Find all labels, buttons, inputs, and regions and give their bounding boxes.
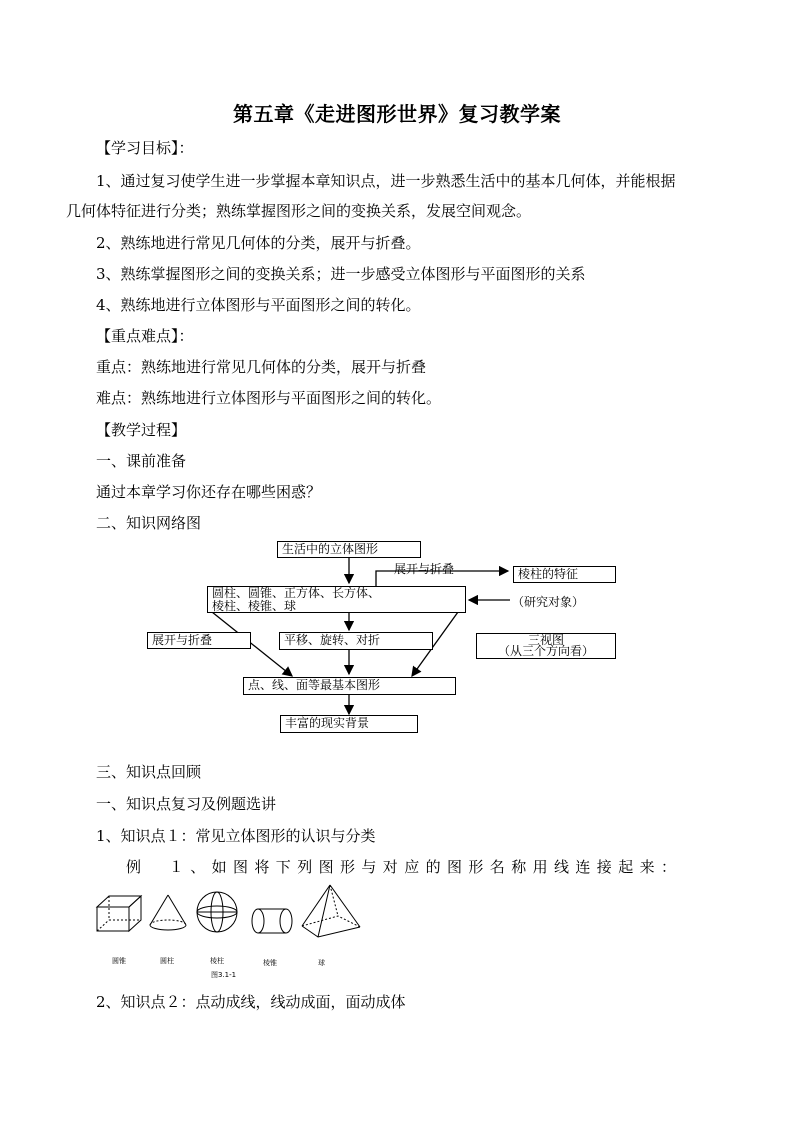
three-views-sub: （从三个方向看） [497,644,594,658]
figure-label-3: 棱柱 [210,957,224,965]
goal-4: 4、熟练地进行立体图形与平面图形之间的转化。 [96,296,421,314]
prep-heading: 一、课前准备 [96,452,187,470]
cone-shape [150,895,186,930]
review-heading: 三、知识点回顾 [96,763,202,781]
pyramid-shape [302,885,360,937]
box-life-solids: 生活中的立体图形 [277,541,421,558]
page-title: 第五章《走进图形世界》复习教学案 [233,102,561,126]
three-views-title: 三视图 [527,633,564,647]
example-1: 例 １、如图将下列图形与对应的图形名称用线连接起来： [126,858,683,876]
review-sub: 一、知识点复习及例题选讲 [96,795,277,813]
box-unfold-left: 展开与折叠 [147,632,251,649]
prep-question: 通过本章学习你还存在哪些困惑？ [96,483,322,501]
process-heading: 【教学过程】 [96,421,187,439]
box-prism-feature: 棱柱的特征 [513,566,616,583]
label-unfold-top: 展开与折叠 [394,562,455,576]
figure-label-4: 棱锥 [263,959,277,967]
key-point: 重点：熟练地进行常见几何体的分类，展开与折叠 [96,358,427,376]
goal-3: 3、熟练掌握图形之间的变换关系；进一步感受立体图形与平面图形的关系 [96,265,586,283]
figure-label-1: 圆锥 [112,957,126,965]
kp2: 2、知识点２：点动成线，线动成面，面动成体 [96,993,406,1011]
prism-shape [97,896,141,931]
key-heading: 【重点难点】： [96,327,194,345]
box-real-background: 丰富的现实背景 [280,715,418,733]
figure-label-5: 球 [318,959,325,967]
kp1: 1、知识点１：常见立体图形的认识与分类 [96,827,376,845]
sphere-shape [197,892,237,932]
label-research-object: （研究对象） [512,595,585,609]
box-basic-shapes: 点、线、面等最基本图形 [243,677,456,695]
network-heading: 二、知识网络图 [96,514,202,532]
goal-2: 2、熟练地进行常见几何体的分类，展开与折叠。 [96,234,421,252]
cylinder-shape [252,909,292,933]
goal-1-line-b: 几何体特征进行分类；熟练掌握图形之间的变换关系，发展空间观念。 [66,202,532,220]
solids-line-1: 圆柱、圆锥、正方体、长方体、 [212,586,381,600]
solids-line-2: 棱柱、棱锥、球 [212,599,297,613]
goal-1-line-a: 1、通过复习使学生进一步掌握本章知识点，进一步熟悉生活中的基本几何体，并能根据 [96,172,676,190]
box-transforms: 平移、旋转、对折 [279,632,433,650]
figure-caption: 图3.1-1 [211,971,237,979]
goals-heading: 【学习目标】： [96,139,194,157]
difficult-point: 难点：熟练地进行立体图形与平面图形之间的转化。 [96,389,442,407]
figure-label-2: 圆柱 [160,957,174,965]
